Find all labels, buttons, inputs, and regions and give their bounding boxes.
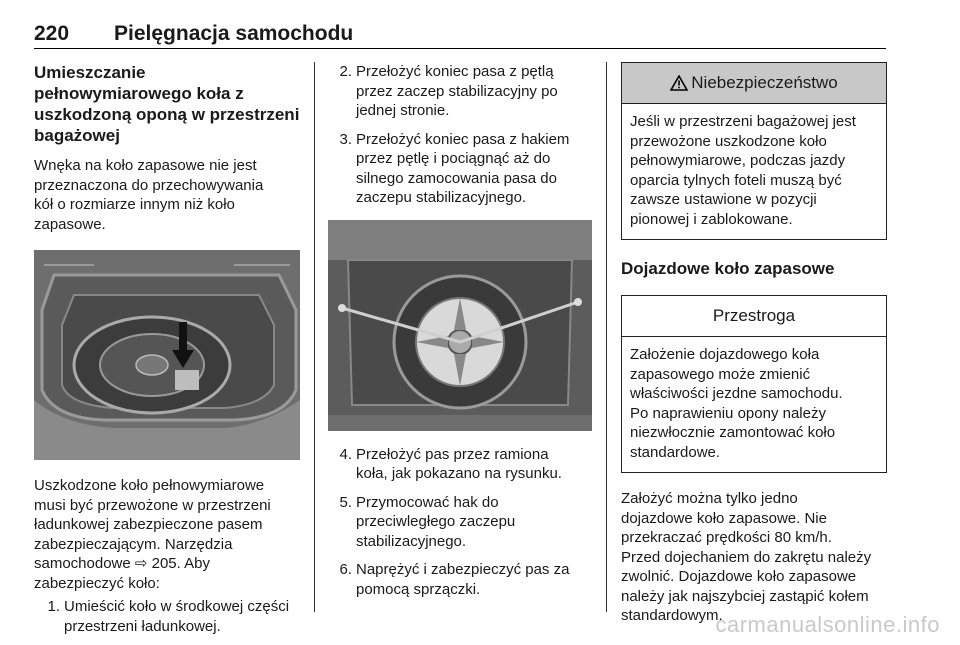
text-line: zapasowe. bbox=[34, 215, 106, 233]
text-line: jednej stronie. bbox=[356, 102, 450, 119]
caution-box bbox=[621, 295, 887, 473]
step-number: 2. bbox=[339, 63, 352, 80]
spare-wheel-well-illustration bbox=[34, 250, 300, 460]
text-line: przeciwległego zaczepu bbox=[356, 513, 516, 530]
text-line: właściwości jezdne samochodu. bbox=[630, 385, 843, 402]
text-line: przestrzeni ładunkowej. bbox=[64, 617, 221, 635]
text-line: Naprężyć i zabezpieczyć pas za bbox=[356, 561, 570, 578]
text-line: Przed dojechaniem do zakrętu należy bbox=[621, 548, 872, 566]
step-number: 3. bbox=[339, 130, 352, 148]
text-line: standardowym. bbox=[621, 607, 723, 624]
text-line: kół o rozmiarze innym niż koło bbox=[34, 196, 235, 213]
danger-box-header bbox=[622, 63, 886, 104]
heading-line: Umieszczanie bbox=[34, 63, 146, 82]
text-line: musi być przewożone w przestrzeni bbox=[34, 496, 271, 514]
text-line: pomocą sprzączki. bbox=[356, 580, 481, 598]
step-list bbox=[328, 445, 592, 600]
danger-box-body bbox=[622, 104, 886, 239]
spare-wheel-well-figure bbox=[34, 250, 300, 460]
text-line: przekraczać prędkości 80 km/h. bbox=[621, 529, 832, 546]
caution-box-header bbox=[622, 296, 886, 337]
strapped-wheel-illustration bbox=[328, 220, 592, 431]
text-line: silnego zamocowania pasa do bbox=[356, 169, 557, 187]
text-line: zawsze ustawione w pozycji bbox=[630, 191, 817, 208]
text-line: Jeśli w przestrzeni bagażowej jest bbox=[630, 113, 856, 130]
text-line: przez pętlę i pociągnąć aż do bbox=[356, 150, 551, 167]
list-item bbox=[328, 130, 592, 208]
step-number: 1. bbox=[47, 598, 60, 615]
strapped-wheel-figure bbox=[328, 220, 592, 431]
step-text bbox=[356, 62, 558, 121]
text-line: stabilizacyjnego. bbox=[356, 532, 467, 550]
text-line: Umieścić koło w środkowej części bbox=[64, 598, 290, 615]
text-line: zwolnić. Dojazdowe koło zapasowe bbox=[621, 568, 857, 585]
text-line: samochodowe ⇨ 205. Aby bbox=[34, 555, 211, 572]
text-line: należy jak najszybciej zastąpić kołem bbox=[621, 587, 869, 605]
text-line: zabezpieczyć koło: bbox=[34, 574, 160, 592]
text-line: przewożone uszkodzone koło bbox=[630, 132, 827, 150]
text-line: dojazdowe koło zapasowe. Nie bbox=[621, 509, 827, 527]
text-line: Przełożyć koniec pasa z hakiem bbox=[356, 130, 570, 148]
section-heading: Dojazdowe koło zapasowe bbox=[621, 259, 835, 278]
text-line: Przymocować hak do bbox=[356, 493, 499, 511]
text-line: pionowej i zablokowane. bbox=[630, 210, 793, 228]
page-header bbox=[34, 8, 886, 49]
text-line: Założyć można tylko jedno bbox=[621, 490, 798, 507]
step-text bbox=[356, 493, 515, 552]
text-line: zapasowego może zmienić bbox=[630, 365, 811, 383]
step-number: 4. bbox=[339, 445, 352, 463]
section-heading bbox=[34, 62, 300, 146]
warning-triangle-icon bbox=[670, 75, 688, 91]
step-text bbox=[356, 445, 562, 484]
text-line: ładunkowej zabezpieczone pasem bbox=[34, 516, 263, 533]
heading-line: pełnowymiarowego koła z bbox=[34, 84, 244, 103]
step-number: 6. bbox=[339, 561, 352, 578]
caution-box-body bbox=[622, 337, 886, 472]
heading-line: bagażowej bbox=[34, 126, 120, 145]
body-paragraph bbox=[34, 476, 300, 593]
text-line: zaczepu stabilizacyjnego. bbox=[356, 189, 527, 206]
column-divider bbox=[314, 62, 315, 612]
text-line: zabezpieczającym. Narzędzia bbox=[34, 535, 233, 553]
list-item bbox=[328, 62, 592, 121]
column-middle bbox=[328, 62, 592, 608]
text-line: Wnęka na koło zapasowe nie jest bbox=[34, 157, 257, 174]
text-line: Po naprawieniu opony należy bbox=[630, 404, 826, 422]
text-line: przeznaczona do przechowywania bbox=[34, 176, 264, 194]
watermark: carmanualsonline.info bbox=[715, 612, 940, 637]
step-number: 5. bbox=[339, 493, 352, 511]
text-line: Przełożyć koniec pasa z pętlą bbox=[356, 63, 554, 80]
text-line: Przełożyć pas przez ramiona bbox=[356, 445, 549, 463]
list-item bbox=[34, 597, 300, 636]
list-item bbox=[328, 445, 592, 484]
step-text bbox=[64, 597, 289, 636]
step-list bbox=[34, 597, 300, 636]
text-line: koła, jak pokazano na rysunku. bbox=[356, 465, 562, 482]
body-paragraph bbox=[621, 489, 887, 626]
caution-box-title: Przestroga bbox=[712, 306, 796, 325]
column-divider bbox=[606, 62, 607, 612]
column-right bbox=[621, 62, 887, 626]
page-number: 220 bbox=[34, 22, 70, 45]
danger-box-title: Niebezpieczeństwo bbox=[691, 73, 838, 92]
text-line: przez zaczep stabilizacyjny po bbox=[356, 82, 558, 100]
step-text bbox=[356, 130, 569, 208]
text-line: pełnowymiarowe, podczas jazdy bbox=[630, 152, 846, 169]
text-line: standardowe. bbox=[630, 443, 721, 461]
step-text bbox=[356, 560, 569, 599]
list-item bbox=[328, 560, 592, 599]
text-line: Uszkodzone koło pełnowymiarowe bbox=[34, 477, 265, 494]
text-line: Założenie dojazdowego koła bbox=[630, 346, 820, 363]
text-line: niezwłocznie zamontować koło bbox=[630, 424, 836, 441]
heading-line: uszkodzoną oponą w przestrzeni bbox=[34, 105, 300, 124]
column-left bbox=[34, 62, 300, 645]
text-line: oparcia tylnych foteli muszą być bbox=[630, 171, 842, 189]
intro-paragraph bbox=[34, 156, 300, 234]
list-item bbox=[328, 493, 592, 552]
step-list bbox=[328, 62, 592, 208]
danger-box bbox=[621, 62, 887, 240]
page-title: Pielęgnacja samochodu bbox=[114, 22, 354, 45]
